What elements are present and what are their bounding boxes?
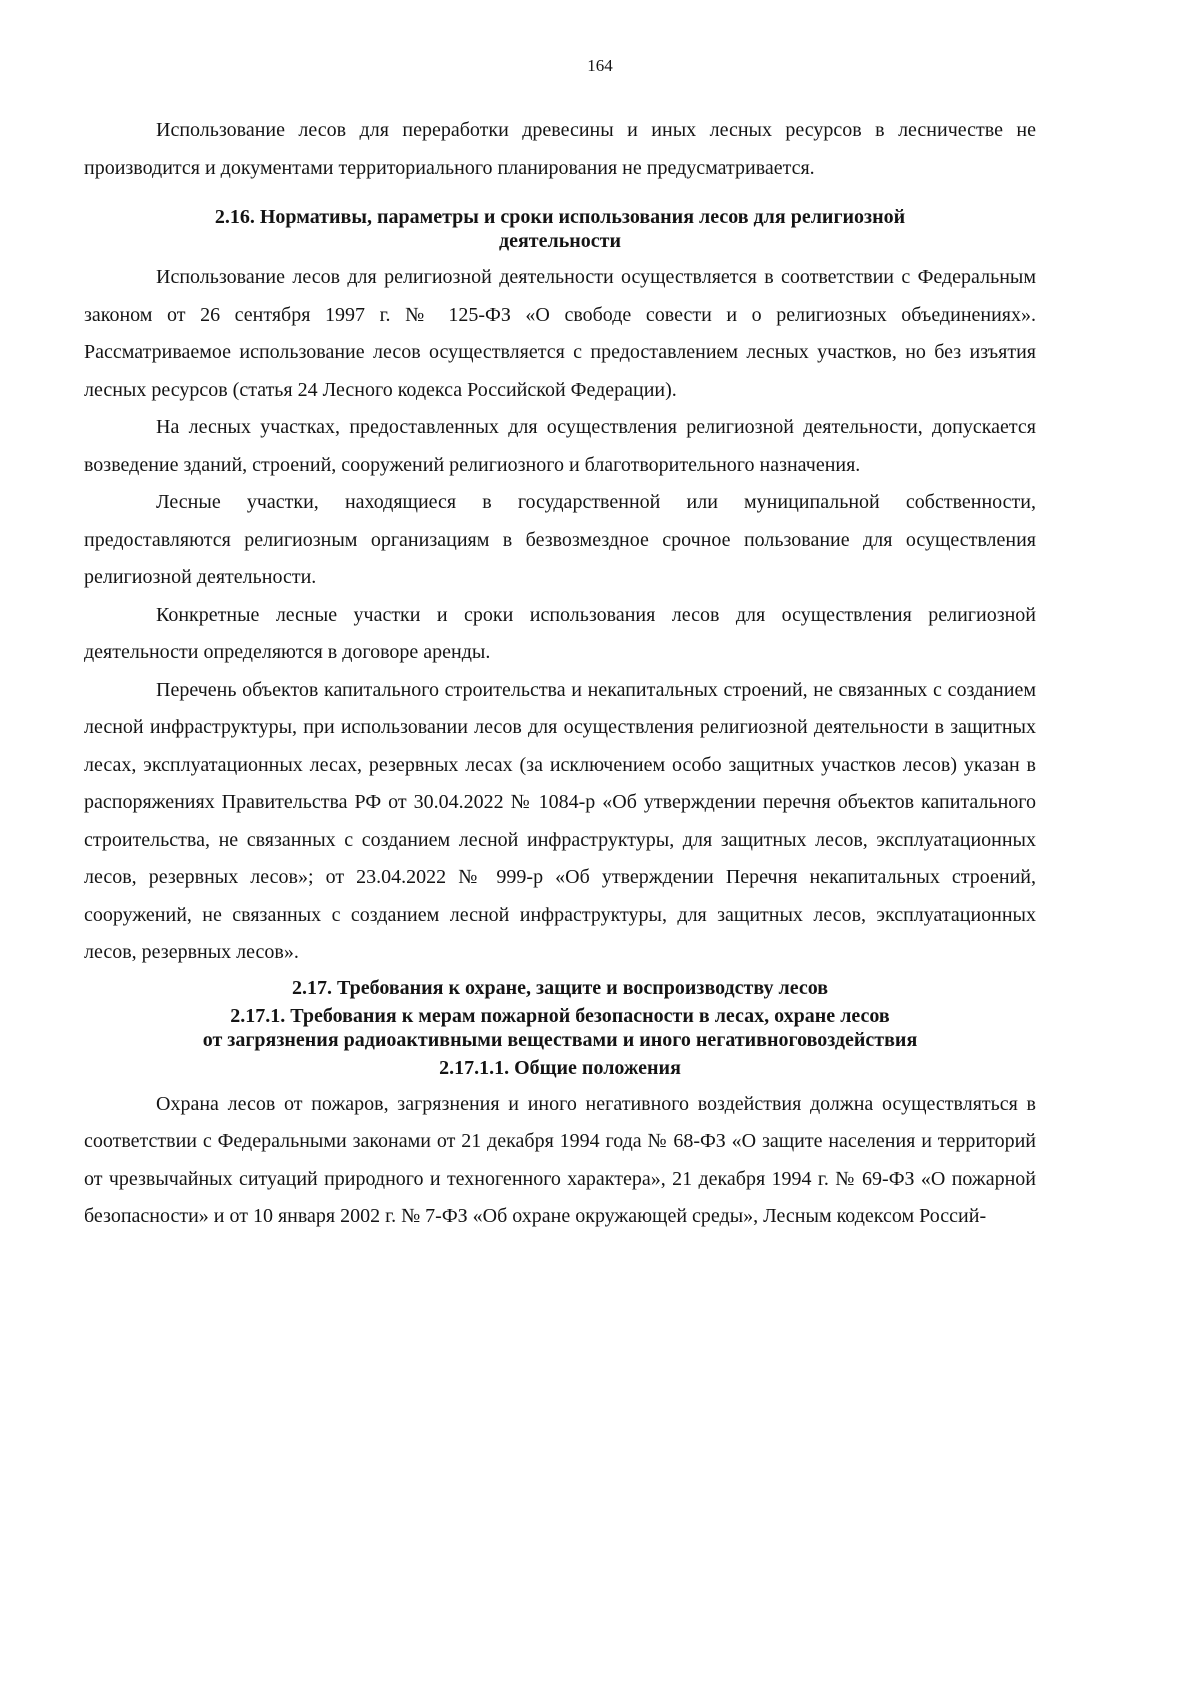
heading-line: 2.17. Требования к охране, защите и воспроизводству лесов <box>292 976 828 999</box>
paragraph-buildings: На лесных участках, предоставленных для осуществления религиозной деятельности, допускается возведение зданий, строений, сооружений религиозного и благотворительного назначения. <box>84 416 1036 476</box>
page-number: 164 <box>587 56 613 75</box>
paragraph-processing: Использование лесов для переработки древесины и иных лесных ресурсов в лесничестве не производится и документами территориального планирования не предусматривается. <box>84 119 1036 179</box>
heading-2-17 <box>84 976 1036 1000</box>
paragraph-lease: Конкретные лесные участки и сроки использования лесов для осуществления религиозной деятельности определяются в договоре аренды. <box>84 603 1036 663</box>
paragraph-religious-use: Использование лесов для религиозной деятельности осуществляется в соответствии с Федеральным законом от 26 сентября 1997 г. № 125-ФЗ «О свободе совести и о религиозных объединениях». Рассматриваемое использование лесов осуществляется с предоставлением лесных участков, но без изъятия лесных ресурсов (статья 24 Лесного кодекса Российской Федерации). <box>84 266 1036 401</box>
heading-line: от загрязнения радиоактивными веществами и иного негативноговоздействия <box>202 1028 918 1051</box>
paragraph-objects-list: Перечень объектов капитального строительства и некапитальных строений, не связанных с созданием лесной инфраструктуры, при использовании лесов для осуществления религиозной деятельности в защитных лесах, эксплуатационных лесах, резервных лесах (за исключением особо защитных участков лесов) указан в распоряжениях Правительства РФ от 30.04.2022 № 1084-р «Об утверждении перечня объектов капитального строительства, не связанных с созданием лесной инфраструктуры, для защитных лесов, эксплуатационных лесов, резервных лесов»; от 23.04.2022 № 999-р «Об утверждении Перечня некапитальных строений, сооружений, не связанных с созданием лесной инфраструктуры, для защитных лесов, эксплуатационных лесов, резервных лесов». <box>84 678 1036 963</box>
document-body <box>84 112 1036 1236</box>
heading-line: 2.17.1.1. Общие положения <box>439 1056 681 1079</box>
heading-line: 2.17.1. Требования к мерам пожарной безопасности в лесах, охране лесов <box>230 1004 890 1027</box>
heading-2-17-1 <box>84 1004 1036 1052</box>
paragraph-fire-protection: Охрана лесов от пожаров, загрязнения и иного негативного воздействия должна осуществляться в соответствии с Федеральными законами от 21 декабря 1994 года № 68-ФЗ «О защите населения и территорий от чрезвычайных ситуаций природного и техногенного характера», 21 декабря 1994 г. № 69-ФЗ «О пожарной безопасности» и от 10 января 2002 г. № 7-ФЗ «Об охране окружающей среды», Лесным кодексом Россий- <box>84 1092 1036 1227</box>
heading-2-16 <box>84 205 1036 253</box>
paragraph-ownership: Лесные участки, находящиеся в государственной или муниципальной собственности, предоставляются религиозным организациям в безвозмездное срочное пользование для осуществления религиозной деятельности. <box>84 491 1036 588</box>
heading-line: деятельности <box>498 230 622 252</box>
heading-2-17-1-1 <box>84 1056 1036 1080</box>
heading-line: 2.16. Нормативы, параметры и сроки использования лесов для религиозной <box>214 206 906 228</box>
